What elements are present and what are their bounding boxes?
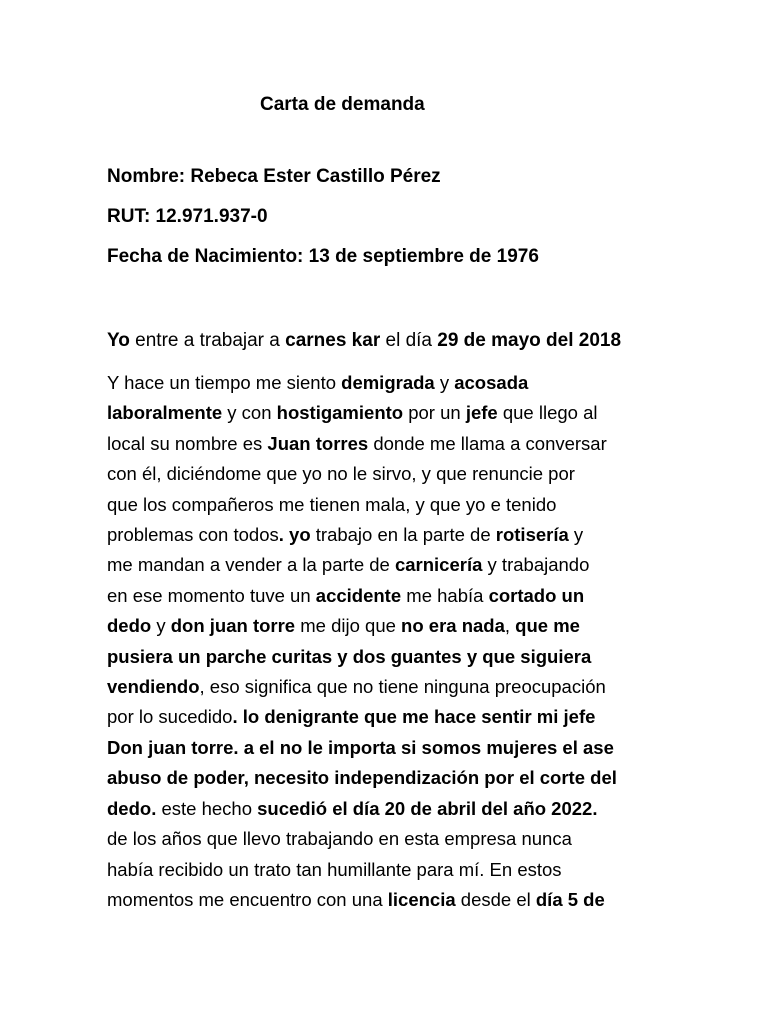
text-run: que los compañeros me tienen mala, y que yo e tenido (107, 493, 557, 515)
intro-paragraph (107, 330, 621, 352)
bold-text-run: Yo (107, 330, 130, 351)
text-run: que llego al (497, 402, 598, 424)
text-run: en ese momento tuve un (107, 584, 316, 606)
text-run: momentos me encuentro con una (107, 888, 388, 910)
bold-text-run: jefe (465, 402, 498, 424)
bold-text-run: rotisería (495, 524, 569, 546)
body-paragraph (107, 368, 667, 915)
body-line (107, 550, 667, 580)
text-run: el día (380, 330, 438, 351)
text-run: con él, diciéndome que yo no le sirvo, y que renuncie por (107, 463, 575, 485)
bold-text-run: . lo denigrante que me hace sentir mi jefe (232, 706, 596, 728)
text-run: desde el (455, 888, 536, 910)
text-run: y (434, 372, 455, 393)
text-run: local su nombre es (107, 432, 268, 454)
bold-text-run: carnicería (394, 554, 483, 576)
text-run: me mandan a vender a la parte de (107, 554, 395, 576)
bold-text-run: vendiendo (107, 676, 200, 698)
text-run: , (504, 615, 516, 637)
text-run: por un (403, 402, 466, 424)
text-run: este hecho (156, 797, 258, 819)
text-run: me había (401, 584, 489, 606)
bold-text-run: accidente (315, 584, 402, 606)
text-run: donde me llama a conversar (368, 432, 607, 454)
bold-text-run: abuso de poder, necesito independización por el corte del (107, 767, 617, 789)
body-line (107, 642, 667, 672)
bold-text-run: hostigamiento (276, 402, 404, 424)
body-line (107, 611, 667, 641)
bold-text-run: carnes kar (285, 330, 381, 351)
text-run: trabajo en la parte de (310, 524, 496, 546)
text-run: había recibido un trato tan humillante para mí. En estos (107, 858, 562, 880)
body-line (107, 398, 667, 428)
text-run: Y hace un tiempo me siento (107, 372, 342, 393)
body-line (107, 885, 667, 915)
body-line (107, 733, 667, 763)
body-line (107, 824, 667, 854)
bold-text-run: Don juan torre. a el no le importa si somos mujeres el ase (107, 736, 614, 758)
field-rut: RUT: 12.971.937-0 (107, 206, 268, 227)
text-run: por lo sucedido (107, 706, 233, 728)
body-line (107, 459, 667, 489)
text-run: y con (222, 402, 277, 424)
body-line (107, 763, 667, 793)
body-line (107, 702, 667, 732)
bold-text-run: pusiera un parche curitas y dos guantes y que siguiera (107, 645, 592, 667)
bold-text-run: laboralmente (107, 402, 223, 424)
body-line (107, 520, 667, 550)
bold-text-run: licencia (387, 888, 456, 910)
document-title: Carta de demanda (260, 94, 425, 115)
text-run: y trabajando (482, 554, 590, 576)
text-run: y (151, 615, 171, 637)
body-line (107, 581, 667, 611)
bold-text-run: cortado un (488, 584, 585, 606)
bold-text-run: Juan torres (267, 432, 369, 454)
bold-text-run: dedo (107, 615, 152, 637)
bold-text-run: no era nada (401, 615, 505, 637)
bold-text-run: que me (515, 615, 580, 637)
text-run: entre a trabajar a (129, 330, 286, 351)
bold-text-run: . yo (278, 524, 311, 546)
body-line (107, 672, 667, 702)
text-run: me dijo que (295, 615, 402, 637)
text-run: de los años que llevo trabajando en esta empresa nunca (107, 828, 572, 850)
body-line (107, 490, 667, 520)
text-run: problemas con todos (107, 524, 279, 546)
bold-text-run: sucedió el día 20 de abril del año 2022. (257, 797, 598, 819)
body-line (107, 368, 667, 398)
bold-text-run: 29 de mayo del 2018 (437, 330, 622, 351)
field-fecha-nacimiento: Fecha de Nacimiento: 13 de septiembre de 1976 (107, 246, 539, 267)
text-run: , eso significa que no tiene ninguna preocupación (199, 676, 606, 698)
bold-text-run: acosada (454, 372, 529, 393)
body-line (107, 429, 667, 459)
bold-text-run: día 5 de (535, 888, 605, 910)
body-line (107, 794, 667, 824)
text-run: y (568, 524, 584, 546)
bold-text-run: don juan torre (170, 615, 296, 637)
body-line (107, 855, 667, 885)
bold-text-run: demigrada (341, 372, 435, 393)
field-nombre: Nombre: Rebeca Ester Castillo Pérez (107, 166, 441, 187)
bold-text-run: dedo. (107, 797, 157, 819)
